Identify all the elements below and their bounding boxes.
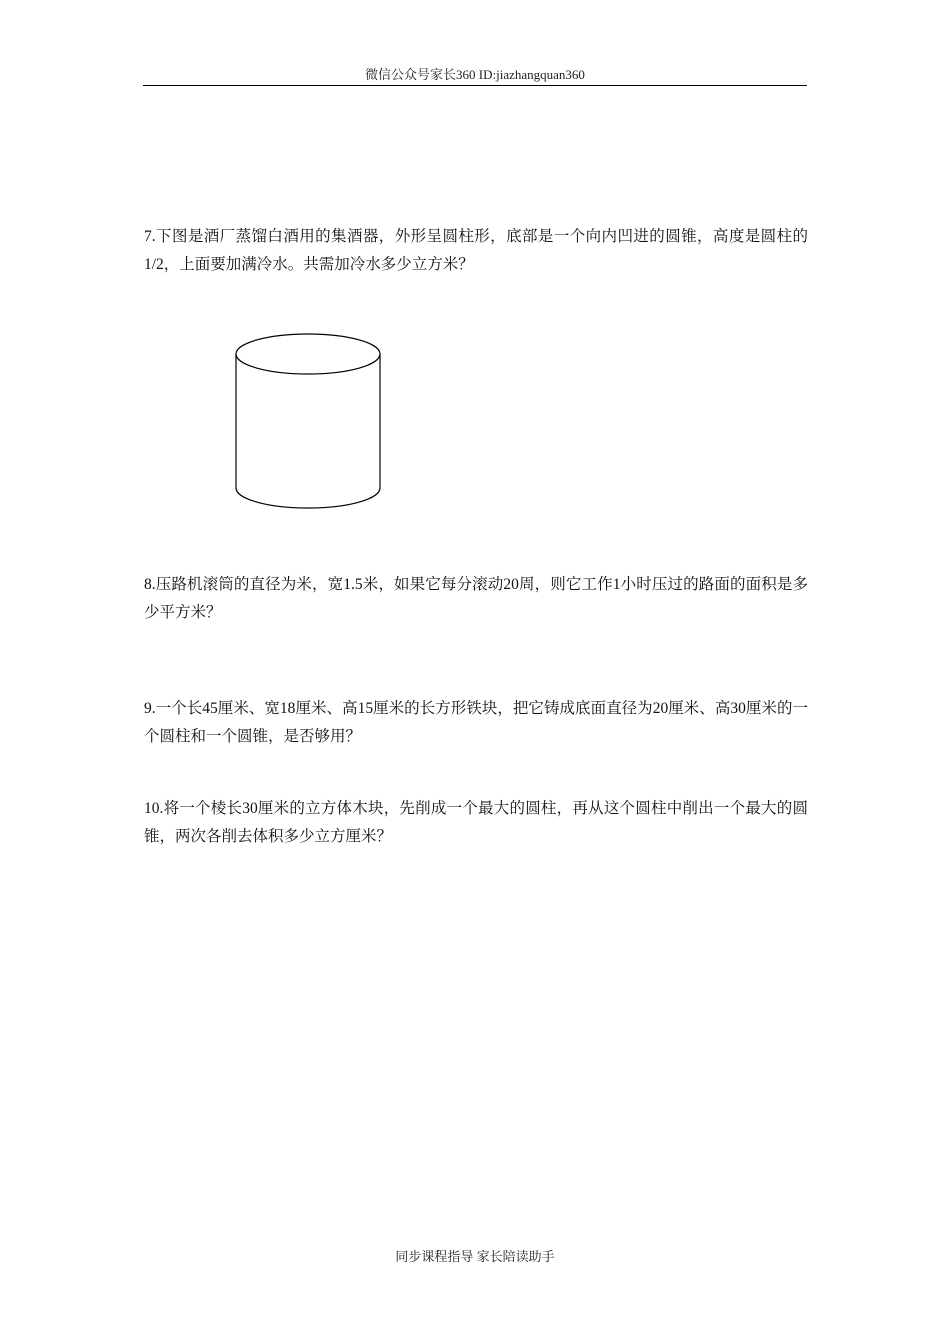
question-10: 10.将一个棱长30厘米的立方体木块，先削成一个最大的圆柱，再从这个圆柱中削出一个最大的圆锥，两次各削去体积多少立方厘米？: [144, 800, 808, 845]
question-7: 7.下图是酒厂蒸馏白酒用的集酒器，外形呈圆柱形，底部是一个向内凹进的圆锥，高度是圆柱的1/2，上面要加满冷水。共需加冷水多少立方米？: [144, 228, 808, 273]
question-8: 8.压路机滚筒的直径为米，宽1.5米，如果它每分滚动20周，则它工作1小时压过的路面的面积是多少平方米？: [144, 576, 808, 621]
page-footer: 同步课程指导 家长陪读助手: [395, 1249, 555, 1264]
cylinder-icon: [233, 330, 383, 510]
cylinder-top-ellipse: [236, 334, 380, 374]
header-divider: [143, 85, 807, 86]
cylinder-bottom-arc: [236, 488, 380, 508]
page-header: 微信公众号家长360 ID:jiazhangquan360: [365, 67, 585, 82]
cylinder-figure: [233, 330, 383, 510]
question-9: 9.一个长45厘米、宽18厘米、高15厘米的长方形铁块，把它铸成底面直径为20厘米、高30厘米的一个圆柱和一个圆锥，是否够用？: [144, 700, 808, 745]
